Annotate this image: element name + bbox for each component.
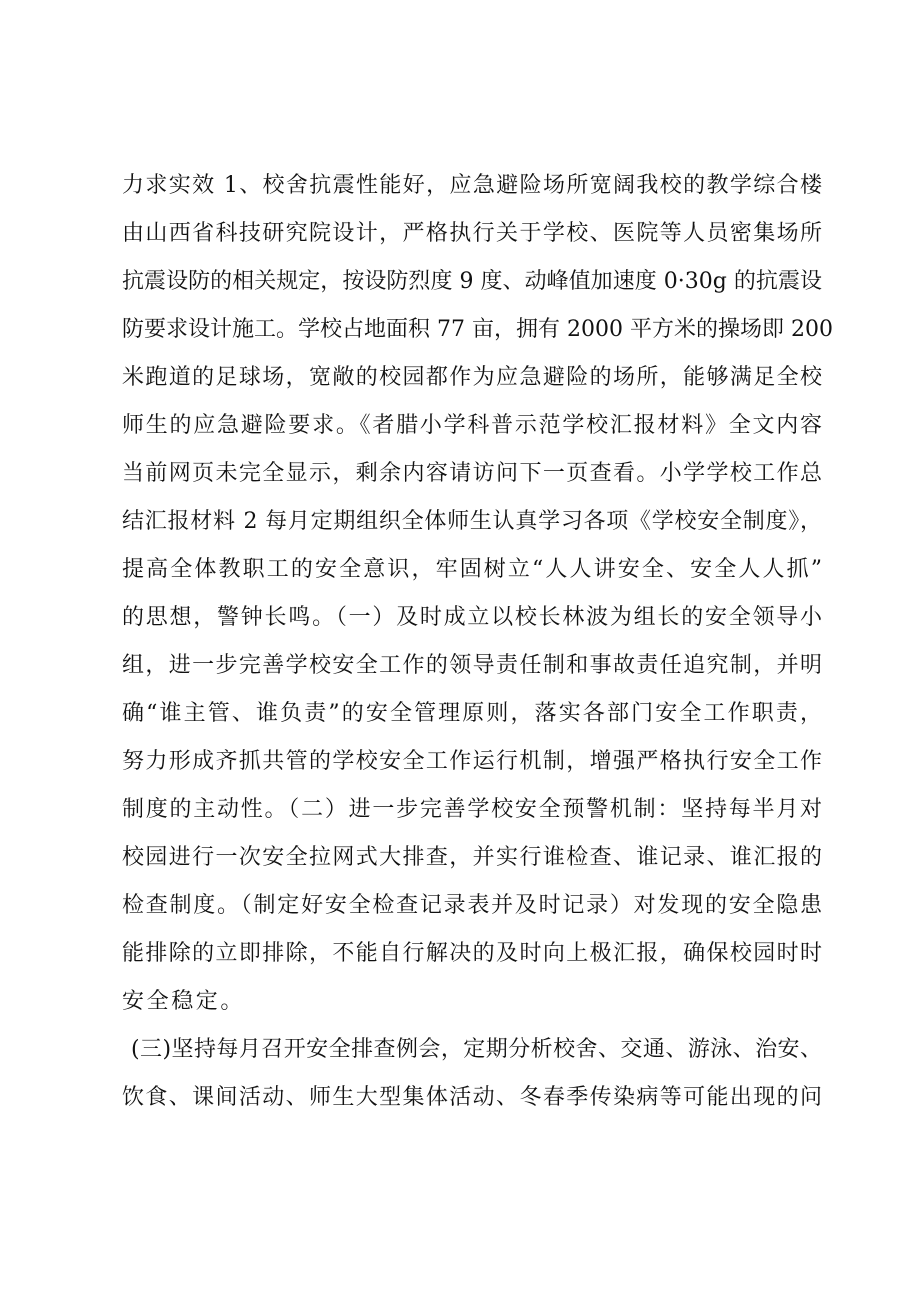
paragraph-line: 努力形成齐抓共管的学校安全工作运行机制，增强严格执行安全工作	[122, 749, 822, 774]
paragraph-line: 能排除的立即排除，不能自行解决的及时向上极汇报，确保校园时时	[122, 941, 822, 966]
paragraph-line: 防要求设计施工。学校占地面积 77 亩，拥有 2000 平方米的操场即 200	[122, 317, 833, 342]
paragraph-line: 制度的主动性。（二）进一步完善学校安全预警机制：坚持每半月对	[122, 797, 822, 822]
paragraph-line: 结汇报材料 2 每月定期组织全体师生认真学习各项《学校安全制度》，	[122, 509, 822, 534]
paragraph-line: 米跑道的足球场，宽敞的校园都作为应急避险的场所，能够满足全校	[122, 365, 822, 390]
paragraph-line: 校园进行一次安全拉网式大排查，并实行谁检查、谁记录、谁汇报的	[122, 845, 822, 870]
paragraph-line: 检查制度。（制定好安全检查记录表并及时记录）对发现的安全隐患	[122, 893, 822, 918]
paragraph-line: 安全稳定。	[122, 989, 246, 1014]
paragraph-line: 抗震设防的相关规定，按设防烈度 9 度、动峰值加速度 0·30g 的抗震设	[122, 269, 822, 294]
paragraph-line: 饮食、课间活动、师生大型集体活动、冬春季传染病等可能出现的问	[122, 1085, 822, 1110]
paragraph-line: 确“谁主管、谁负责”的安全管理原则，落实各部门安全工作职责，	[122, 701, 822, 726]
paragraph-line: 组，进一步完善学校安全工作的领导责任制和事故责任追究制，并明	[122, 653, 822, 678]
paragraph-line: 师生的应急避险要求。《者腊小学科普示范学校汇报材料》全文内容	[122, 413, 822, 438]
paragraph-line: 当前网页未完全显示，剩余内容请访问下一页查看。小学学校工作总	[122, 461, 822, 486]
paragraph-line: (三)坚持每月召开安全排查例会，定期分析校舍、交通、游泳、治安、	[131, 1037, 822, 1062]
paragraph-line: 提高全体教职工的安全意识，牢固树立“人人讲安全、安全人人抓”	[122, 557, 822, 582]
paragraph-line: 由山西省科技研究院设计，严格执行关于学校、医院等人员密集场所	[122, 221, 822, 246]
paragraph-line: 的思想，警钟长鸣。（一）及时成立以校长林波为组长的安全领导小	[122, 605, 822, 630]
paragraph-line: 力求实效 1、校舍抗震性能好，应急避险场所宽阔我校的教学综合楼	[122, 173, 822, 198]
